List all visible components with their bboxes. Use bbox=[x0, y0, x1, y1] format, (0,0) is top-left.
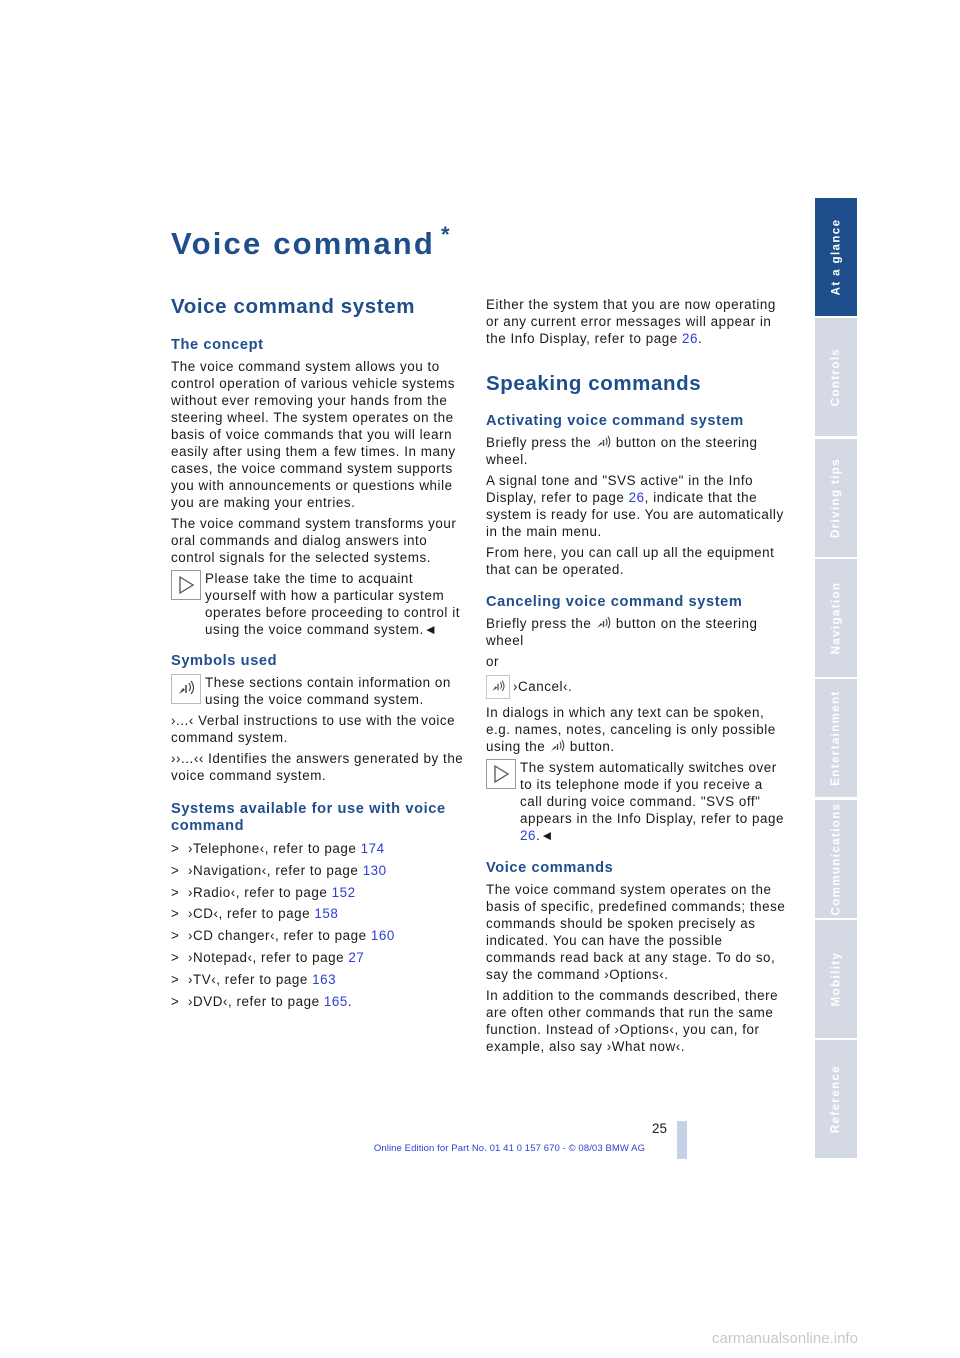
answers-text: ››...‹‹ Identifies the answers generated by the voice command system. bbox=[171, 751, 464, 783]
note-acquaint-text: Please take the time to acquaint yourself with how a particular system operates before proceeding to control it using the voice command system. bbox=[205, 571, 460, 637]
list-item: > ›Notepad‹, refer to page 27 bbox=[171, 949, 365, 965]
page-link[interactable]: 174 bbox=[360, 841, 385, 856]
right-column bbox=[486, 296, 786, 1055]
list-item: > ›CD‹, refer to page 158 bbox=[171, 906, 339, 922]
paragraph-dialogs: In dialogs in which any text can be spoken, e.g. names, notes, canceling is only possible using the button. bbox=[486, 705, 776, 754]
bullet-icon: > bbox=[171, 884, 180, 900]
tab-label: Reference bbox=[830, 1064, 842, 1134]
page-link[interactable]: 165 bbox=[323, 993, 348, 1009]
list-item: > ›TV‹, refer to page 163 bbox=[171, 971, 337, 987]
tab-entertainment[interactable] bbox=[815, 679, 857, 799]
page-link[interactable]: 160 bbox=[370, 928, 395, 944]
page-link-26[interactable]: 26 bbox=[520, 828, 536, 843]
bullet-icon: > bbox=[171, 906, 180, 922]
paragraph-from-here: From here, you can call up all the equipment that can be operated. bbox=[486, 545, 775, 577]
list-item: > ›DVD‹, refer to page 165. bbox=[171, 993, 353, 1009]
section-tabs bbox=[815, 198, 857, 1160]
bullet-icon: > bbox=[171, 841, 180, 856]
verbal-instructions-text: ›...‹ Verbal instructions to use with the voice command system. bbox=[171, 713, 456, 745]
heading-systems-available: Systems available for use with voice command bbox=[171, 801, 446, 834]
tab-communications[interactable] bbox=[815, 800, 857, 920]
tab-label: Mobility bbox=[830, 951, 843, 1007]
text-or: or bbox=[486, 654, 500, 669]
page-link[interactable]: 158 bbox=[314, 906, 339, 922]
list-item: > ›CD changer‹, refer to page 160 bbox=[171, 928, 395, 944]
tab-label: At a glance bbox=[830, 218, 843, 296]
page-link[interactable]: 130 bbox=[362, 862, 387, 878]
end-mark-icon: ◄ bbox=[540, 828, 555, 843]
page-title-text: Voice command bbox=[171, 226, 436, 261]
tab-label: Communications bbox=[830, 802, 843, 916]
cancel-command-row bbox=[486, 678, 786, 704]
bullet-icon: > bbox=[171, 862, 180, 878]
list-item: > ›Radio‹, refer to page 152 bbox=[171, 884, 356, 900]
tab-driving-tips[interactable] bbox=[815, 439, 857, 559]
heading-the-concept: The concept bbox=[171, 337, 264, 353]
end-mark-icon: ◄ bbox=[423, 622, 438, 637]
page-link-26[interactable]: 26 bbox=[628, 490, 645, 505]
tab-at-a-glance[interactable] bbox=[815, 198, 857, 318]
paragraph-commands-2: In addition to the commands described, there are often other commands that run the same function. Instead of ›Options‹, you can, for example, also say ›What now‹. bbox=[486, 988, 779, 1054]
tab-label: Entertainment bbox=[830, 690, 842, 786]
heading-activating: Activating voice command system bbox=[486, 413, 744, 429]
tab-label: Driving tips bbox=[830, 457, 842, 539]
bullet-icon: > bbox=[171, 993, 180, 1009]
voice-button-icon bbox=[596, 616, 612, 630]
page-link[interactable]: 152 bbox=[331, 884, 356, 900]
voice-command-icon bbox=[171, 674, 201, 704]
left-column bbox=[171, 295, 464, 1014]
list-item: > ›Telephone‹, refer to page 174 bbox=[171, 841, 385, 856]
footer-text: Online Edition for Part No. 01 41 0 157 670 - © 08/03 BMW AG bbox=[373, 1143, 646, 1154]
tab-controls[interactable] bbox=[815, 318, 857, 438]
bullet-icon: > bbox=[171, 928, 180, 944]
note-arrow-icon bbox=[171, 570, 201, 600]
note-telephone: The system automatically switches over to its telephone mode if you receive a call during voice command. "SVS off" appears in the Info Display, refer to page 26.◄ bbox=[486, 759, 786, 844]
voice-command-icon bbox=[486, 675, 510, 699]
tab-label: Navigation bbox=[830, 581, 843, 655]
note-symbols bbox=[171, 674, 464, 708]
tab-mobility[interactable] bbox=[815, 920, 857, 1040]
note-telephone-text: The system automatically switches over to its telephone mode if you receive a call during voice command. "SVS off" appears in the Info Display, refer to page bbox=[520, 760, 785, 826]
paragraph-commands-1: The voice command system operates on the basis of specific, predefined commands; these commands should be spoken precisely as indicated. You can have the possible commands read back at any stage. To do so, say the command ›Options‹. bbox=[486, 882, 786, 982]
bullet-icon: > bbox=[171, 949, 180, 965]
heading-canceling: Canceling voice command system bbox=[486, 594, 743, 610]
voice-button-icon bbox=[596, 435, 612, 449]
paragraph-concept: The voice command system allows you to control operation of various vehicle systems without ever removing your hands from the steering wheel. The system operates on the basis of voice commands that you will learn easily after using them a few times. In many cases, the voice command system supports you with announcements or questions while you are making your entries. bbox=[171, 359, 456, 510]
option-asterisk: * bbox=[441, 222, 450, 247]
symbols-text: These sections contain information on using the voice command system. bbox=[205, 675, 451, 707]
page-link-26[interactable]: 26 bbox=[682, 331, 698, 346]
footer bbox=[0, 1143, 960, 1154]
page-link[interactable]: 163 bbox=[312, 971, 337, 987]
tab-reference[interactable] bbox=[815, 1040, 857, 1160]
systems-list bbox=[171, 840, 464, 1014]
watermark: carmanualsonline.info bbox=[712, 1330, 858, 1347]
heading-symbols-used: Symbols used bbox=[171, 653, 278, 669]
list-item: > ›Navigation‹, refer to page 130 bbox=[171, 862, 387, 878]
voice-button-icon bbox=[550, 739, 566, 753]
paragraph-transforms: The voice command system transforms your oral commands and dialog answers into control signals for the selected systems. bbox=[171, 516, 457, 565]
tab-navigation[interactable] bbox=[815, 559, 857, 679]
paragraph-signal: A signal tone and "SVS active" in the Info Display, refer to page 26, indicate that the system is ready for use. You are automatically in the main menu. bbox=[486, 473, 784, 539]
heading-voice-commands: Voice commands bbox=[486, 860, 614, 876]
heading-voice-command-system: Voice command system bbox=[171, 295, 416, 318]
paragraph-info-display: Either the system that you are now operating or any current error messages will appear in the Info Display, refer to page 26. bbox=[486, 297, 776, 346]
tab-label: Controls bbox=[830, 347, 843, 407]
page-title bbox=[171, 222, 450, 262]
bullet-icon: > bbox=[171, 971, 180, 987]
cancel-command-text: ›Cancel‹. bbox=[513, 679, 573, 694]
note-acquaint bbox=[171, 570, 464, 638]
paragraph-activating: Briefly press the button on the steering wheel. bbox=[486, 435, 758, 467]
paragraph-canceling: Briefly press the button on the steering wheel bbox=[486, 616, 758, 648]
note-arrow-icon bbox=[486, 759, 516, 789]
page-number: 25 bbox=[652, 1121, 667, 1136]
heading-speaking-commands: Speaking commands bbox=[486, 372, 702, 395]
page-link[interactable]: 27 bbox=[348, 949, 365, 965]
